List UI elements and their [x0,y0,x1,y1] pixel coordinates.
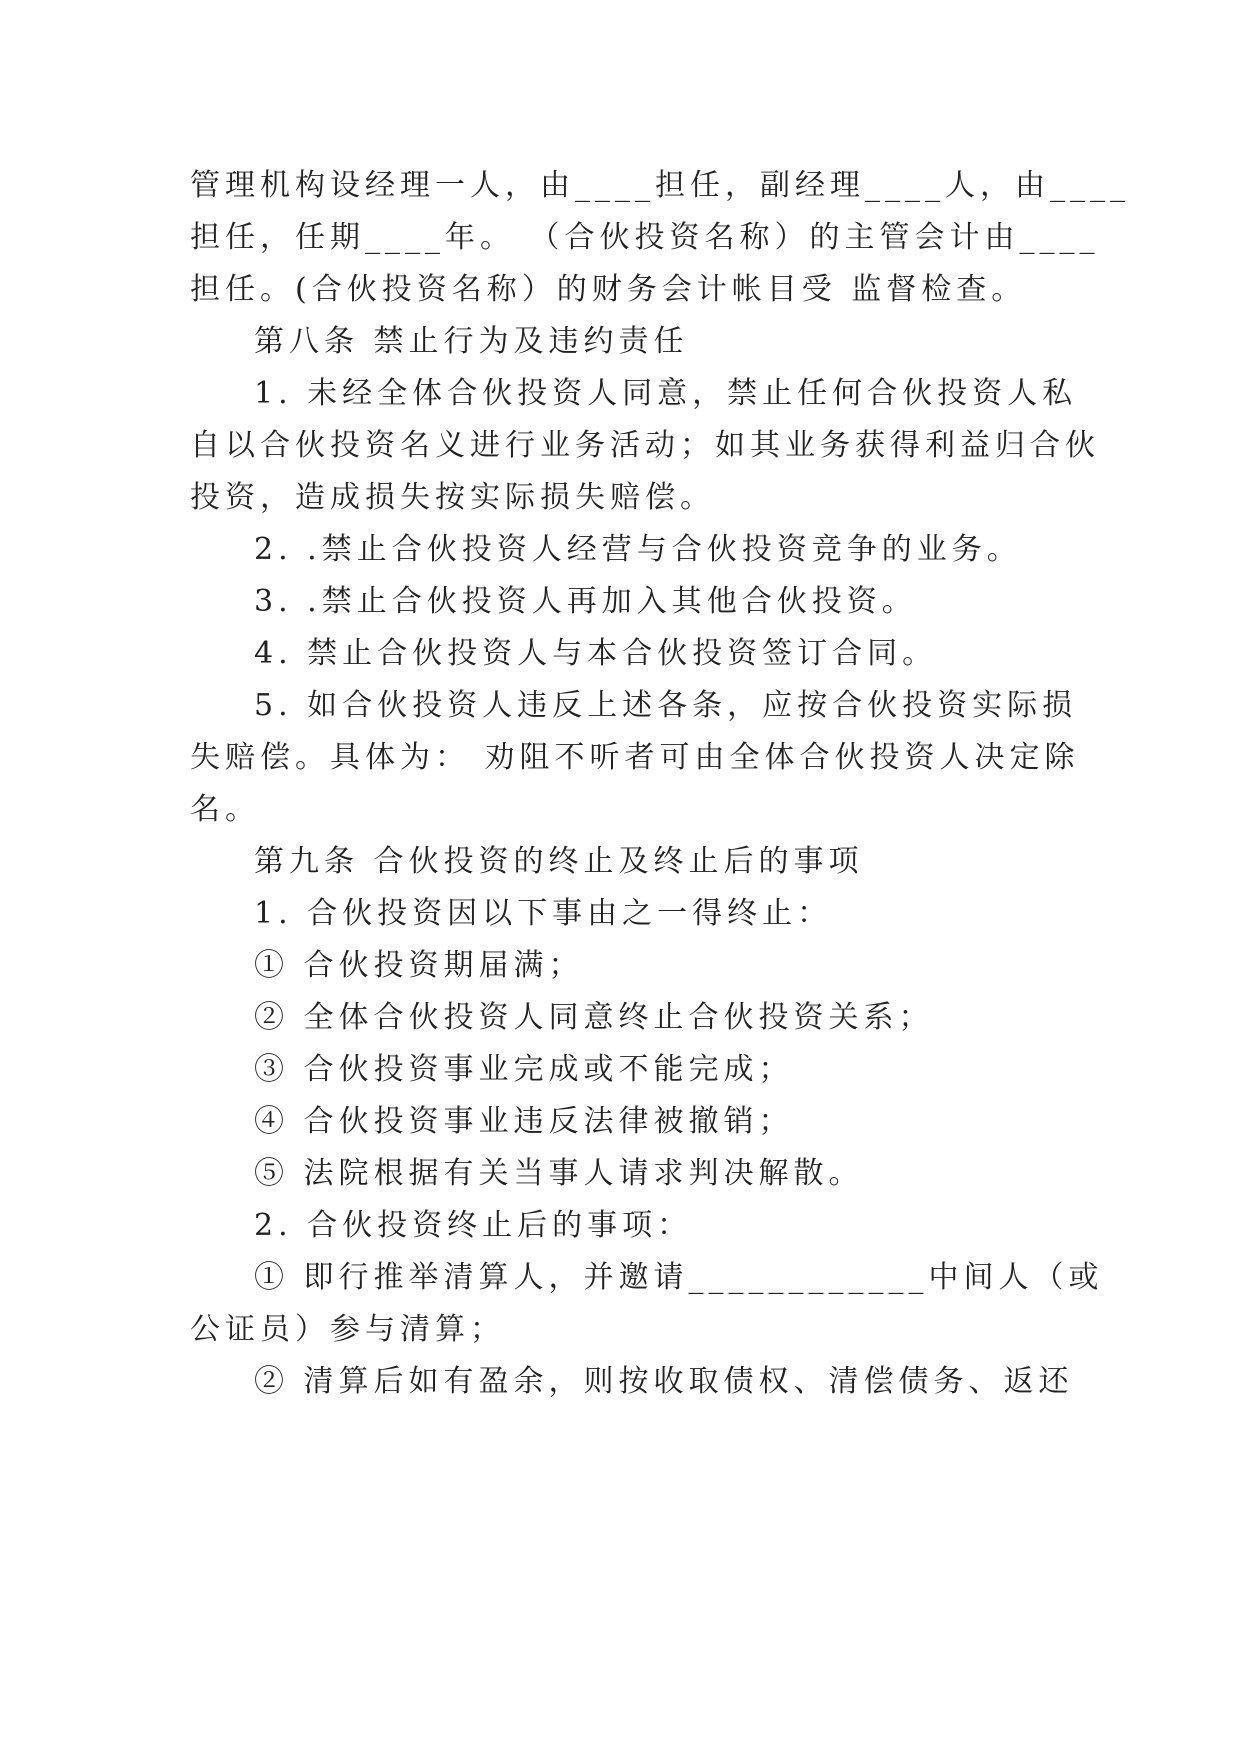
text-line: 担任。(合伙投资名称）的财务会计帐目受 监督检查。 [190,272,1027,307]
text-line: 名。 [190,792,260,827]
text-line: 公证员）参与清算； [190,1312,505,1347]
text-line: 投资，造成损失按实际损失赔偿。 [190,480,715,515]
text-line: 管理机构设经理一人，由____担任，副经理____人，由____ [190,168,1130,203]
text-line: ① 合伙投资期届满； [254,948,584,983]
text-line: 2. 合伙投资终止后的事项： [254,1208,693,1243]
text-line: 1. 合伙投资因以下事由之一得终止： [254,896,833,931]
text-line: ④ 合伙投资事业违反法律被撤销； [254,1104,794,1139]
text-line: 自以合伙投资名义进行业务活动；如其业务获得利益归合伙 [190,428,1100,463]
text-line: 1. 未经全体合伙投资人同意，禁止任何合伙投资人私 [254,376,1078,411]
text-line: ⑤ 法院根据有关当事人请求判决解散。 [254,1156,864,1191]
section-heading: 第八条 禁止行为及违约责任 [254,324,689,359]
section-heading: 第九条 合伙投资的终止及终止后的事项 [254,844,864,879]
text-line: 担任，任期____年。 （合伙投资名称）的主管会计由____ [190,220,1100,255]
text-line: 3. .禁止合伙投资人再加入其他合伙投资。 [254,584,917,619]
text-line: ② 清算后如有盈余，则按收取债权、清偿债务、返还 [254,1364,1074,1399]
text-line: 2. .禁止合伙投资人经营与合伙投资竞争的业务。 [254,532,1022,567]
text-line: ③ 合伙投资事业完成或不能完成； [254,1052,794,1087]
text-line: ② 全体合伙投资人同意终止合伙投资关系； [254,1000,934,1035]
text-line: 失赔偿。具体为： 劝阻不听者可由全体合伙投资人决定除 [190,740,1080,775]
text-line: 5. 如合伙投资人违反上述各条，应按合伙投资实际损 [254,688,1078,723]
text-line: 4. 禁止合伙投资人与本合伙投资签订合同。 [254,636,938,671]
text-line: ① 即行推举清算人，并邀请____________中间人（或 [254,1260,1104,1295]
